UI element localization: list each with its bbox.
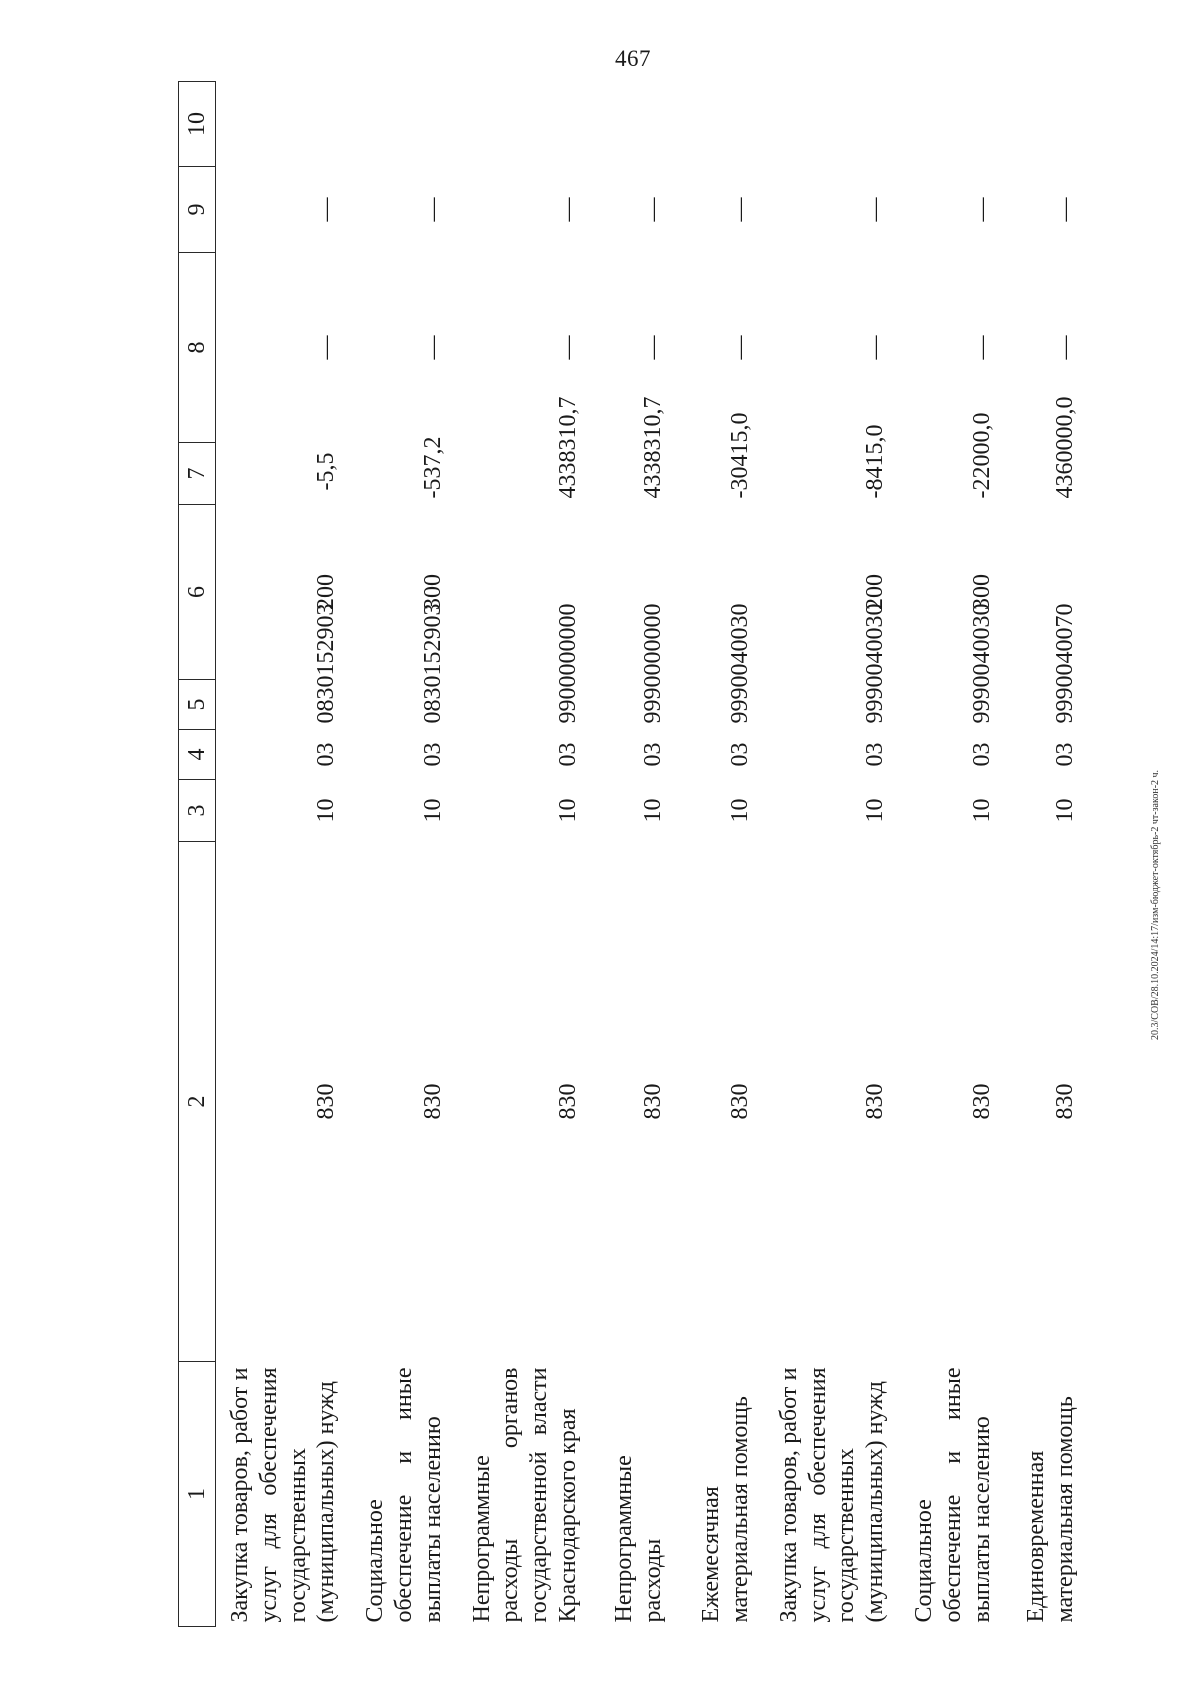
row-col10: — bbox=[419, 197, 446, 222]
row-sum: -537,2 bbox=[419, 436, 446, 499]
header-col-8: 8 bbox=[179, 253, 216, 443]
row-col10: — bbox=[1051, 197, 1078, 222]
row-vr: 300 bbox=[419, 574, 446, 610]
row-col10: — bbox=[862, 197, 889, 222]
row-rz: 10 bbox=[554, 798, 581, 823]
table-row bbox=[351, 82, 457, 1627]
table-row bbox=[1006, 82, 1089, 1627]
table-row bbox=[765, 82, 900, 1627]
row-rz: 10 bbox=[1051, 798, 1078, 823]
row-rz: 10 bbox=[639, 798, 666, 823]
row-rz: 10 bbox=[726, 798, 753, 823]
row-sum: -30415,0 bbox=[726, 412, 753, 499]
header-col-10: 10 bbox=[179, 82, 216, 167]
header-col-5: 5 bbox=[179, 680, 216, 730]
row-csr: 9900000000 bbox=[554, 603, 581, 724]
row-name: Единовременная материальная помощь bbox=[1022, 1396, 1078, 1623]
table-header-row bbox=[179, 82, 216, 1627]
row-gr: 830 bbox=[313, 1083, 340, 1120]
row-vr: 300 bbox=[968, 574, 995, 610]
row-pr: 03 bbox=[639, 742, 666, 767]
table-row bbox=[900, 82, 1006, 1627]
row-sum: 4360000,0 bbox=[1051, 396, 1078, 499]
row-col9: — bbox=[862, 335, 889, 360]
row-col9: — bbox=[313, 335, 340, 360]
row-gr: 830 bbox=[554, 1083, 581, 1120]
row-col10: — bbox=[639, 197, 666, 222]
row-pr: 03 bbox=[862, 742, 889, 767]
row-csr: 9990040030 bbox=[968, 603, 995, 724]
row-csr: 9990040030 bbox=[862, 603, 889, 724]
row-col9: — bbox=[726, 335, 753, 360]
row-name: Закупка товаров, работ и услуг для обеспечения государственных (муниципальных) нужд bbox=[227, 1367, 340, 1623]
table-row bbox=[593, 82, 678, 1627]
row-gr: 830 bbox=[862, 1083, 889, 1120]
row-csr: 0830152903 bbox=[313, 603, 340, 724]
header-col-1: 1 bbox=[179, 1362, 216, 1627]
row-pr: 03 bbox=[968, 742, 995, 767]
row-sum: -22000,0 bbox=[968, 412, 995, 499]
row-sum: -8415,0 bbox=[862, 424, 889, 499]
row-col10: — bbox=[313, 197, 340, 222]
row-pr: 03 bbox=[419, 742, 446, 767]
row-rz: 10 bbox=[313, 798, 340, 823]
budget-table-rotated bbox=[178, 82, 1200, 1627]
row-sum: 4338310,7 bbox=[554, 396, 581, 499]
row-sum: 4338310,7 bbox=[639, 396, 666, 499]
row-rz: 10 bbox=[419, 798, 446, 823]
row-col10: — bbox=[554, 197, 581, 222]
row-gr: 830 bbox=[639, 1083, 666, 1120]
row-pr: 03 bbox=[313, 742, 340, 767]
row-vr: 200 bbox=[313, 574, 340, 610]
header-col-2: 2 bbox=[179, 842, 216, 1362]
row-name: Непрограммные расходы органов государственной власти Краснодарского края bbox=[468, 1367, 581, 1623]
row-col9: — bbox=[554, 335, 581, 360]
header-col-4: 4 bbox=[179, 730, 216, 780]
header-col-7: 7 bbox=[179, 443, 216, 505]
header-col-9: 9 bbox=[179, 167, 216, 253]
row-gr: 830 bbox=[419, 1083, 446, 1120]
budget-table bbox=[178, 81, 1089, 1627]
document-footer: 20.3/СОВ/28.10.2024/14:17/изм-бюджет-октябрь-2 чт-закон-2 ч. bbox=[1150, 769, 1161, 1040]
row-col10: — bbox=[968, 197, 995, 222]
header-col-3: 3 bbox=[179, 780, 216, 842]
row-col9: — bbox=[1051, 335, 1078, 360]
row-col9: — bbox=[639, 335, 666, 360]
table-row bbox=[458, 82, 593, 1627]
row-name: Закупка товаров, работ и услуг для обеспечения государственных (муниципальных) нужд bbox=[775, 1367, 889, 1623]
row-col9: — bbox=[968, 335, 995, 360]
row-name: Социальное обеспечение и иные выплаты населению bbox=[910, 1367, 995, 1623]
row-csr: 9990040030 bbox=[726, 603, 753, 724]
row-csr: 0830152903 bbox=[419, 603, 446, 724]
row-rz: 10 bbox=[862, 798, 889, 823]
row-sum: -5,5 bbox=[313, 452, 340, 491]
row-col10: — bbox=[726, 197, 753, 222]
row-col9: — bbox=[419, 335, 446, 360]
row-name: Социальное обеспечение и иные выплаты населению bbox=[362, 1367, 446, 1623]
row-name: Непрограммные расходы bbox=[611, 1455, 666, 1623]
row-csr: 9990040070 bbox=[1051, 603, 1078, 724]
row-rz: 10 bbox=[968, 798, 995, 823]
row-pr: 03 bbox=[726, 742, 753, 767]
row-gr: 830 bbox=[1051, 1083, 1078, 1120]
row-gr: 830 bbox=[968, 1083, 995, 1120]
table-row bbox=[216, 82, 352, 1627]
row-vr: 200 bbox=[862, 574, 889, 610]
row-name: Ежемесячная материальная помощь bbox=[698, 1396, 753, 1623]
row-csr: 9990000000 bbox=[639, 603, 666, 724]
row-pr: 03 bbox=[1051, 742, 1078, 767]
page-number: 467 bbox=[615, 46, 651, 71]
table-row bbox=[678, 82, 765, 1627]
row-gr: 830 bbox=[726, 1083, 753, 1120]
header-col-6: 6 bbox=[179, 505, 216, 680]
row-pr: 03 bbox=[554, 742, 581, 767]
